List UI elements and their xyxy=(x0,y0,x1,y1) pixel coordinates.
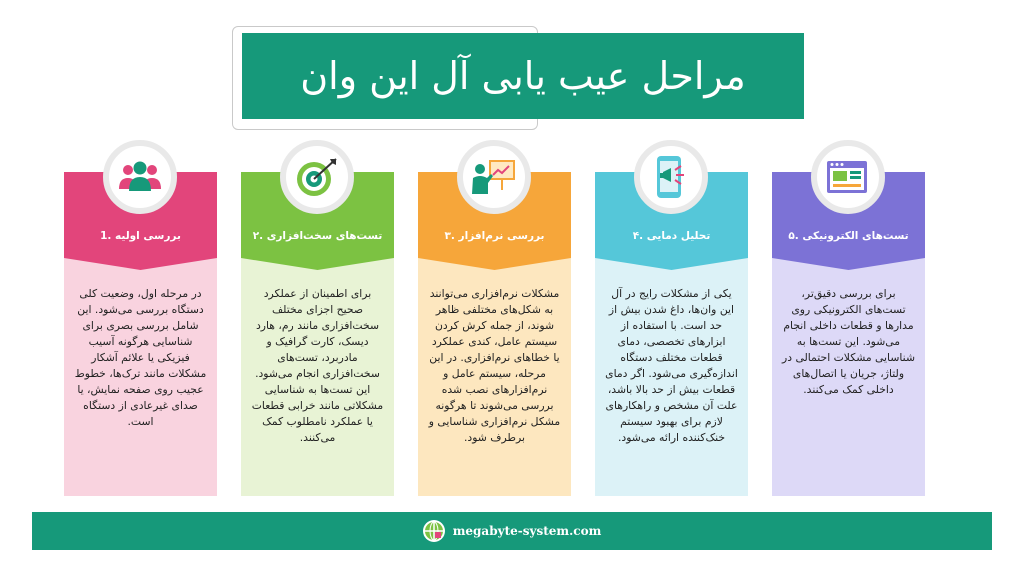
step-card-2 xyxy=(241,140,394,496)
step-heading: بررسی نرم‌افزار .۳ xyxy=(444,230,545,242)
footer-bar xyxy=(32,512,992,550)
page-title: مراحل عیب یابی آل این وان xyxy=(300,54,746,98)
globe-logo-icon xyxy=(423,520,445,542)
step-text: برای اطمینان از عملکرد صحیح اجزای مختلف سخت‌افزاری مانند رم، هارد دیسک، کارت گرافیک و مادربرد، تست‌های سخت‌افزاری انجام می‌شود. این تست‌ها به شناسایی مشکلاتی مانند خرابی قطعات یا عملکرد نامطلوب کمک می‌کنند. xyxy=(251,287,384,444)
step-card-body xyxy=(772,258,925,496)
target-icon xyxy=(280,140,354,214)
presentation-icon xyxy=(457,140,531,214)
step-text: یکی از مشکلات رایج در آل این وان‌ها، داغ شدن بیش از حد است. با استفاده از ابزارهای تخصصی، دمای قطعات مختلف دستگاه اندازه‌گیری می‌شود. اگر دمای قطعات بیش از حد بالا باشد، علت آن مشخص و راهکارهای لازم برای بهبود سیستم خنک‌کننده ارائه می‌شود. xyxy=(605,287,738,444)
step-heading: تست‌های الکترونیکی .۵ xyxy=(788,230,909,242)
phone-megaphone-icon xyxy=(634,140,708,214)
step-card-4 xyxy=(595,140,748,496)
footer-website-link[interactable]: megabyte-system.com xyxy=(452,524,602,538)
step-heading: تحلیل دمایی .۴ xyxy=(632,230,711,242)
browser-window-icon xyxy=(811,140,885,214)
step-text: مشکلات نرم‌افزاری می‌توانند به شکل‌های مختلفی ظاهر شوند، از جمله کرش کردن سیستم عامل، کندی عملکرد یا خطاهای نرم‌افزاری. در این مرحله، سیستم عامل و نرم‌افزارهای نصب شده بررسی می‌شوند تا هرگونه مشکل نرم‌افزاری شناسایی و برطرف شود. xyxy=(428,287,561,444)
step-card-1 xyxy=(64,140,217,496)
step-heading: تست‌های سخت‌افزاری .۲ xyxy=(252,230,383,242)
step-card-5 xyxy=(772,140,925,496)
step-card-body xyxy=(418,258,571,496)
users-group-icon xyxy=(103,140,177,214)
step-card-body xyxy=(64,258,217,496)
step-card-body xyxy=(595,258,748,496)
step-text: برای بررسی دقیق‌تر، تست‌های الکترونیکی روی مدارها و قطعات داخلی انجام می‌شود. این تست‌ها به شناسایی مشکلات احتمالی در ولتاژ، جریان یا اتصال‌های داخلی کمک می‌کنند. xyxy=(782,287,915,396)
step-heading: بررسی اولیه .1 xyxy=(100,230,181,242)
step-text: در مرحله اول، وضعیت کلی دستگاه بررسی می‌شود. این شامل بررسی بصری برای شناسایی هرگونه آسیب فیزیکی یا علائم آشکار مشکلات مانند ترک‌ها، خطوط عجیب روی صفحه نمایش، یا صدای غیرعادی از دستگاه است. xyxy=(74,287,207,428)
step-card-body xyxy=(241,258,394,496)
title-banner xyxy=(242,33,804,119)
step-card-3 xyxy=(418,140,571,496)
